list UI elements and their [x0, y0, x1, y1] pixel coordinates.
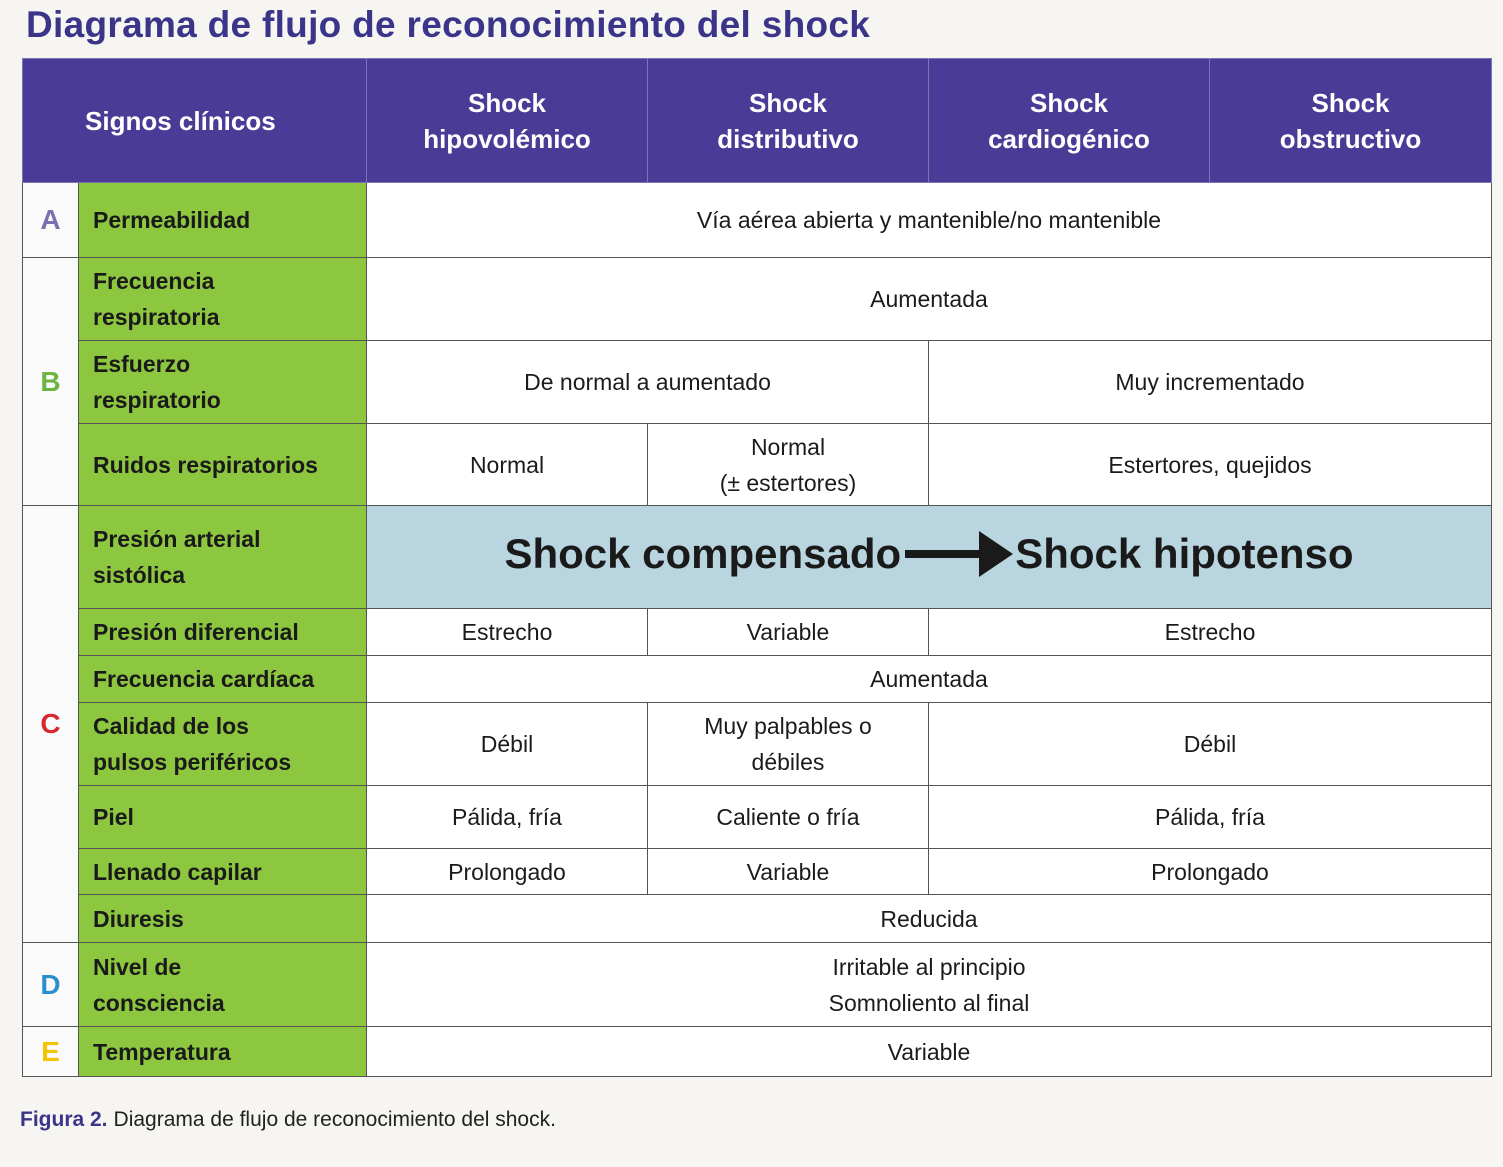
sign-nivel-consciencia: Nivel de consciencia [79, 943, 367, 1027]
value-esfuerzo-right: Muy incrementado [929, 341, 1492, 424]
row-nivel-consciencia [23, 943, 1492, 1027]
row-calidad-pulsos [23, 703, 1492, 786]
value-frecuencia-respiratoria: Aumentada [367, 258, 1492, 341]
value-presion-diferencial-hipo: Estrecho [367, 609, 648, 656]
value-ruidos-right: Estertores, quejidos [929, 424, 1492, 506]
row-diuresis [23, 895, 1492, 943]
value-temperatura: Variable [367, 1027, 1492, 1077]
value-llenado-right: Prolongado [929, 849, 1492, 895]
arrow-right-icon [905, 531, 1013, 577]
row-presion-diferencial [23, 609, 1492, 656]
value-piel-right: Pálida, fría [929, 786, 1492, 849]
shock-recognition-table [22, 58, 1492, 1077]
letter-a: A [23, 183, 79, 258]
sign-ruidos-respiratorios: Ruidos respiratorios [79, 424, 367, 506]
header-row [23, 59, 1492, 183]
sign-frecuencia-respiratoria: Frecuencia respiratoria [79, 258, 367, 341]
header-shock-obstructivo: Shock obstructivo [1210, 59, 1492, 183]
row-llenado-capilar [23, 849, 1492, 895]
value-frecuencia-cardiaca: Aumentada [367, 656, 1492, 703]
sign-llenado-capilar: Llenado capilar [79, 849, 367, 895]
value-pulsos-hipo: Débil [367, 703, 648, 786]
row-frecuencia-respiratoria [23, 258, 1492, 341]
sign-temperatura: Temperatura [79, 1027, 367, 1077]
header-shock-distributivo: Shock distributivo [648, 59, 929, 183]
value-piel-hipo: Pálida, fría [367, 786, 648, 849]
value-diuresis: Reducida [367, 895, 1492, 943]
sign-esfuerzo-respiratorio: Esfuerzo respiratorio [79, 341, 367, 424]
value-ruidos-dist: Normal (± estertores) [648, 424, 929, 506]
band-shock-hipotenso: Shock hipotenso [1015, 530, 1354, 578]
row-permeabilidad [23, 183, 1492, 258]
sign-piel: Piel [79, 786, 367, 849]
row-presion-arterial [23, 506, 1492, 609]
figure-caption-text: Diagrama de flujo de reconocimiento del shock. [113, 1108, 556, 1131]
value-piel-dist: Caliente o fría [648, 786, 929, 849]
value-presion-diferencial-dist: Variable [648, 609, 929, 656]
letter-c: C [23, 506, 79, 943]
row-esfuerzo-respiratorio [23, 341, 1492, 424]
letter-d: D [23, 943, 79, 1027]
sign-presion-arterial: Presión arterial sistólica [79, 506, 367, 609]
sign-permeabilidad: Permeabilidad [79, 183, 367, 258]
value-esfuerzo-left: De normal a aumentado [367, 341, 929, 424]
value-pulsos-dist: Muy palpables o débiles [648, 703, 929, 786]
value-permeabilidad: Vía aérea abierta y mantenible/no mantenible [367, 183, 1492, 258]
header-signos-clinicos: Signos clínicos [23, 59, 367, 183]
value-pulsos-right: Débil [929, 703, 1492, 786]
letter-b: B [23, 258, 79, 506]
sign-diuresis: Diuresis [79, 895, 367, 943]
sign-frecuencia-cardiaca: Frecuencia cardíaca [79, 656, 367, 703]
figure-caption [20, 1108, 556, 1132]
shock-progression-band [367, 506, 1492, 609]
figure-number: Figura 2. [20, 1108, 108, 1131]
row-temperatura [23, 1027, 1492, 1077]
value-llenado-hipo: Prolongado [367, 849, 648, 895]
page-title: Diagrama de flujo de reconocimiento del shock [26, 4, 871, 45]
sign-presion-diferencial: Presión diferencial [79, 609, 367, 656]
sign-calidad-pulsos: Calidad de los pulsos periféricos [79, 703, 367, 786]
letter-e: E [23, 1027, 79, 1077]
band-shock-compensado: Shock compensado [504, 530, 902, 578]
row-frecuencia-cardiaca [23, 656, 1492, 703]
row-piel [23, 786, 1492, 849]
value-presion-diferencial-right: Estrecho [929, 609, 1492, 656]
header-shock-cardiogenico: Shock cardiogénico [929, 59, 1210, 183]
header-shock-hipovolemico: Shock hipovolémico [367, 59, 648, 183]
value-nivel-consciencia: Irritable al principio Somnoliento al final [367, 943, 1492, 1027]
value-llenado-dist: Variable [648, 849, 929, 895]
value-ruidos-hipo: Normal [367, 424, 648, 506]
row-ruidos-respiratorios [23, 424, 1492, 506]
